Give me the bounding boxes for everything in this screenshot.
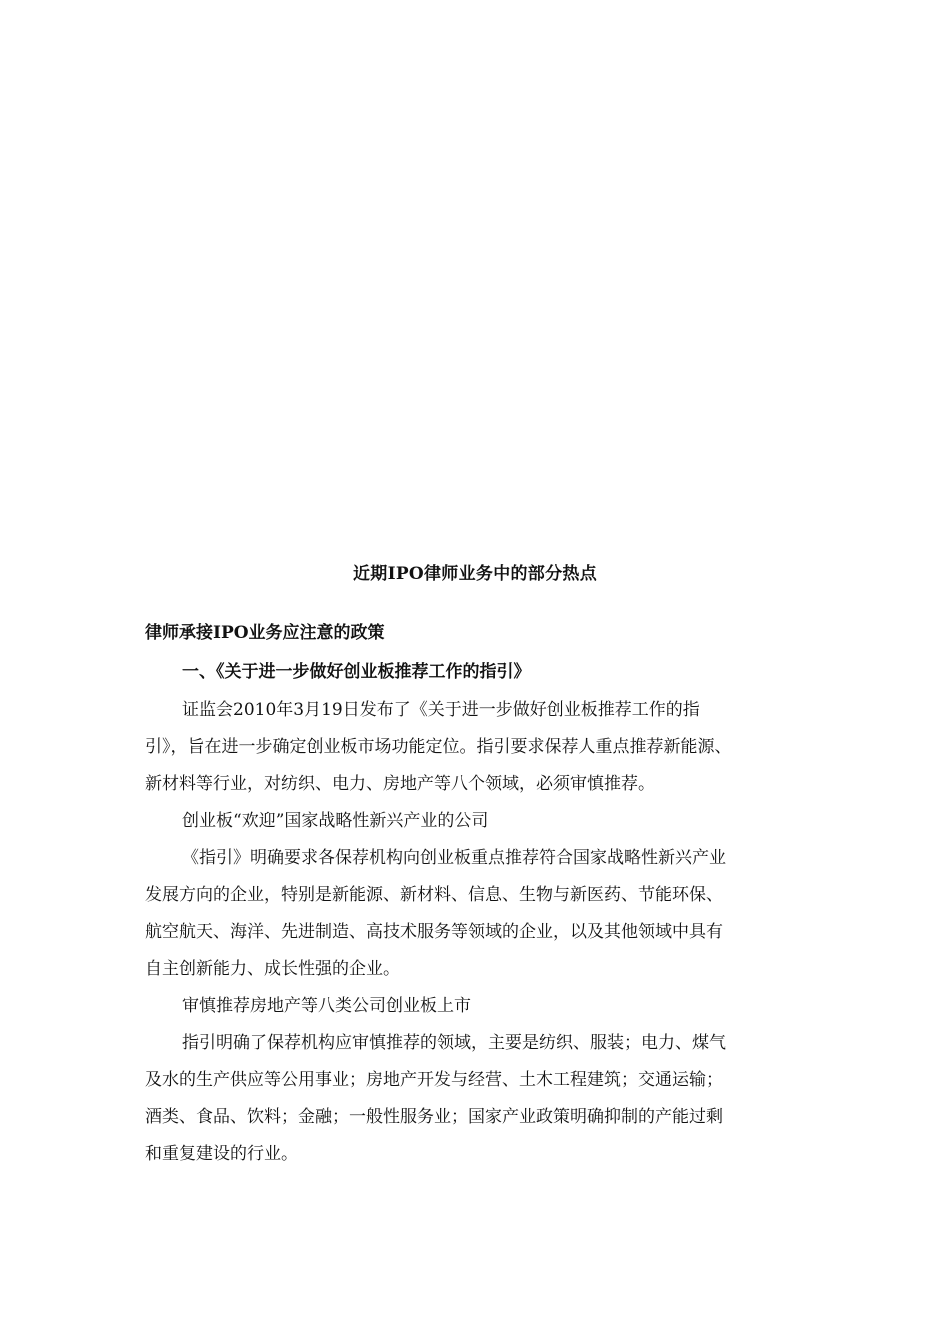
- paragraph-line: 新材料等行业，对纺织、电力、房地产等八个领域，必须审慎推荐。: [145, 774, 655, 794]
- paragraph-line: 指引明确了保荐机构应审慎推荐的领域，主要是纺织、服装；电力、煤气: [182, 1033, 726, 1053]
- paragraph-line: 证监会2010年3月19日发布了《关于进一步做好创业板推荐工作的指: [182, 700, 700, 720]
- sub-heading: 创业板“欢迎”国家战略性新兴产业的公司: [182, 811, 489, 831]
- section-heading: 律师承接IPO业务应注意的政策: [145, 623, 385, 643]
- paragraph-line: 引》，旨在进一步确定创业板市场功能定位。指引要求保荐人重点推荐新能源、: [145, 737, 732, 757]
- paragraph-line: 和重复建设的行业。: [145, 1144, 298, 1164]
- paragraph-line: 发展方向的企业，特别是新能源、新材料、信息、生物与新医药、节能环保、: [145, 885, 723, 905]
- document-title: 近期IPO律师业务中的部分热点: [352, 564, 598, 584]
- paragraph-line: 自主创新能力、成长性强的企业。: [145, 959, 400, 979]
- paragraph-line: 及水的生产供应等公用事业；房地产开发与经营、土木工程建筑；交通运输；: [145, 1070, 723, 1090]
- paragraph-line: 《指引》明确要求各保荐机构向创业板重点推荐符合国家战略性新兴产业: [182, 848, 726, 868]
- paragraph-line: 航空航天、海洋、先进制造、高技术服务等领域的企业，以及其他领域中具有: [145, 922, 723, 942]
- sub-heading: 审慎推荐房地产等八类公司创业板上市: [182, 996, 471, 1016]
- paragraph-line: 酒类、食品、饮料；金融；一般性服务业；国家产业政策明确抑制的产能过剩: [145, 1107, 723, 1127]
- subsection-heading: 一、《关于进一步做好创业板推荐工作的指引》: [182, 662, 531, 682]
